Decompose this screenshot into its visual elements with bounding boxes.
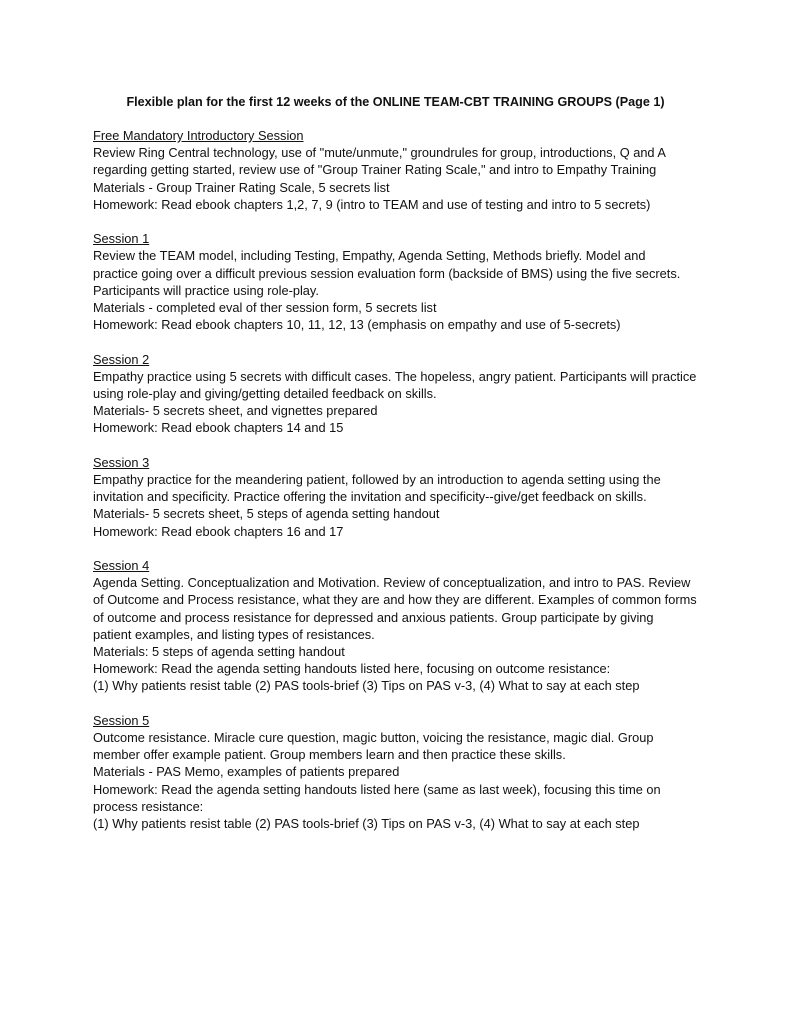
section-heading: Session 1 [93, 231, 150, 247]
section-line: Homework: Read ebook chapters 1,2, 7, 9 (intro to TEAM and use of testing and intro to 5 secrets) [93, 196, 651, 212]
section-heading: Session 5 [93, 712, 150, 728]
section-line: process resistance: [93, 798, 204, 814]
section-line: of outcome and process resistance for depressed and anxious patients. Group participate by giving [93, 609, 654, 625]
section-heading: Session 2 [93, 351, 150, 367]
section-line: patient examples, and listing types of resistances. [93, 626, 375, 642]
section-line: Outcome resistance. Miracle cure question, magic button, voicing the resistance, magic dial. Group [93, 730, 654, 746]
section-line: Agenda Setting. Conceptualization and Motivation. Review of conceptualization, and intro to PAS. Review [93, 575, 691, 591]
section-session-3 [93, 454, 733, 540]
section-line: Participants will practice using role-play. [93, 282, 319, 298]
section-line: regarding getting started, review use of "Group Trainer Rating Scale," and intro to Empathy Training [93, 162, 657, 178]
section-session-1 [93, 230, 733, 333]
section-intro [93, 127, 733, 213]
section-line: Review Ring Central technology, use of "mute/unmute," groundrules for group, introductions, Q and A [93, 145, 666, 161]
section-line: (1) Why patients resist table (2) PAS tools-brief (3) Tips on PAS v-3, (4) What to say at each step [93, 678, 640, 694]
section-session-2 [93, 351, 733, 437]
document-body [93, 127, 733, 849]
section-line: Homework: Read ebook chapters 16 and 17 [93, 523, 344, 539]
section-line: Materials - PAS Memo, examples of patients prepared [93, 764, 400, 780]
section-line: Materials - Group Trainer Rating Scale, 5 secrets list [93, 179, 390, 195]
section-line: practice going over a difficult previous session evaluation form (backside of BMS) using the five secrets. [93, 265, 681, 281]
section-heading: Session 4 [93, 558, 150, 574]
section-line: using role-play and giving/getting detailed feedback on skills. [93, 386, 437, 402]
section-line: Homework: Read the agenda setting handouts listed here (same as last week), focusing this time on [93, 781, 661, 797]
section-line: invitation and specificity. Practice offering the invitation and specificity--give/get feedback on skills. [93, 489, 647, 505]
section-line: Homework: Read ebook chapters 14 and 15 [93, 420, 344, 436]
section-session-4 [93, 557, 733, 695]
section-line: Empathy practice for the meandering patient, followed by an introduction to agenda setting using the [93, 472, 661, 488]
section-session-5 [93, 712, 733, 832]
section-line: Materials- 5 secrets sheet, and vignettes prepared [93, 403, 378, 419]
section-line: Review the TEAM model, including Testing, Empathy, Agenda Setting, Methods briefly. Model and [93, 248, 646, 264]
section-line: of Outcome and Process resistance, what they are and how they are different. Examples of common forms [93, 592, 697, 608]
section-line: Homework: Read ebook chapters 10, 11, 12, 13 (emphasis on empathy and use of 5-secrets) [93, 317, 621, 333]
document-title: Flexible plan for the first 12 weeks of the ONLINE TEAM-CBT TRAINING GROUPS (Page 1) [126, 95, 665, 109]
section-heading: Free Mandatory Introductory Session [93, 128, 304, 143]
section-line: member offer example patient. Group members learn and then practice these skills. [93, 747, 566, 763]
section-line: Materials - completed eval of ther session form, 5 secrets list [93, 300, 437, 316]
section-line: Materials- 5 secrets sheet, 5 steps of agenda setting handout [93, 506, 440, 522]
section-line: Homework: Read the agenda setting handouts listed here, focusing on outcome resistance: [93, 661, 611, 677]
section-line: (1) Why patients resist table (2) PAS tools-brief (3) Tips on PAS v-3, (4) What to say at each step [93, 816, 640, 832]
section-heading: Session 3 [93, 454, 150, 470]
section-line: Empathy practice using 5 secrets with difficult cases. The hopeless, angry patient. Participants will practice [93, 368, 697, 384]
section-line: Materials: 5 steps of agenda setting handout [93, 644, 345, 660]
